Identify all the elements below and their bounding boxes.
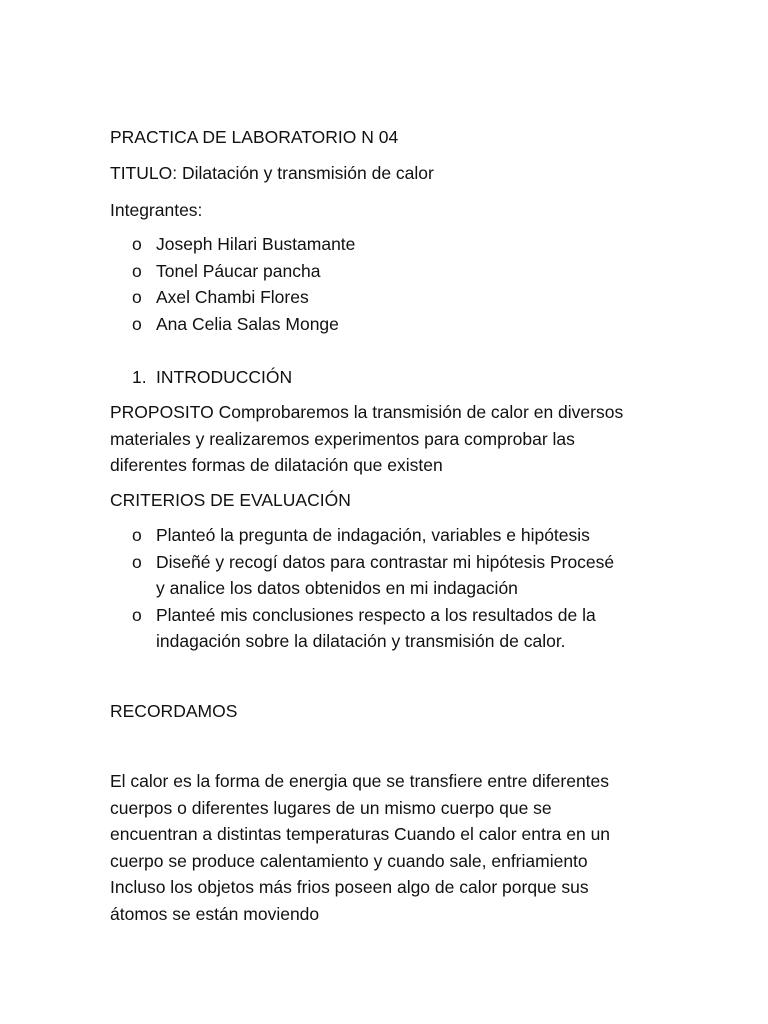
bullet-marker: o [132,551,142,572]
purpose-paragraph [110,399,670,479]
criteria-line: Planteó la pregunta de indagación, variables e hipótesis [156,525,590,545]
recordamos-line: cuerpo se produce calentamiento y cuando sale, enfriamiento [110,850,588,871]
criteria-heading: CRITERIOS DE EVALUACIÓN [110,490,351,510]
members-label: Integrantes: [110,200,203,220]
recordamos-line: El calor es la forma de energia que se transfiere entre diferentes [110,771,610,791]
member-item [132,258,672,285]
criteria-line: indagación sobre la dilatación y transmisión de calor. [156,631,566,651]
purpose-line: diferentes formas de dilatación que existen [110,455,443,475]
criteria-line: y analice los datos obtenidos en mi indagación [156,578,518,598]
member-item [132,231,672,258]
recordamos-paragraph [110,768,670,927]
member-item [132,284,672,311]
criteria-line: Planteé mis conclusiones respecto a los resultados de la [156,604,596,625]
criteria-item [132,602,672,655]
recordamos-line: cuerpos o diferentes lugares de un mismo cuerpo que se [110,797,552,818]
member-name: Joseph Hilari Bustamante [156,234,356,254]
criteria-item [132,522,672,549]
purpose-line: PROPOSITO Comprobaremos la transmisión de calor en diversos [110,402,624,422]
bullet-marker: o [132,604,142,625]
bullet-marker: o [132,234,142,254]
members-list [132,231,672,337]
member-item [132,311,672,338]
section-heading-introduccion [132,364,292,391]
bullet-marker: o [132,287,142,307]
document-title: PRACTICA DE LABORATORIO N 04 [110,127,399,147]
criteria-line: Diseñé y recogí datos para contrastar mi hipótesis Procesé [156,551,615,572]
criteria-item [132,549,672,602]
section-title: INTRODUCCIÓN [156,367,293,387]
member-name: Tonel Páucar pancha [156,260,321,281]
criteria-list [132,522,672,655]
member-name: Ana Celia Salas Monge [156,313,339,334]
member-name: Axel Chambi Flores [156,287,309,307]
bullet-marker: o [132,313,142,334]
recordamos-line: Incluso los objetos más frios poseen algo de calor porque sus [110,877,589,897]
recordamos-line: átomos se están moviendo [110,903,320,924]
recordamos-heading: RECORDAMOS [110,701,238,721]
purpose-line: materiales y realizaremos experimentos para comprobar las [110,428,575,449]
recordamos-line: encuentran a distintas temperaturas Cuando el calor entra en un [110,824,611,844]
bullet-marker: o [132,260,142,281]
bullet-marker: o [132,525,142,545]
section-number: 1. [132,367,147,387]
document-subtitle: TITULO: Dilatación y transmisión de calor [110,163,434,183]
